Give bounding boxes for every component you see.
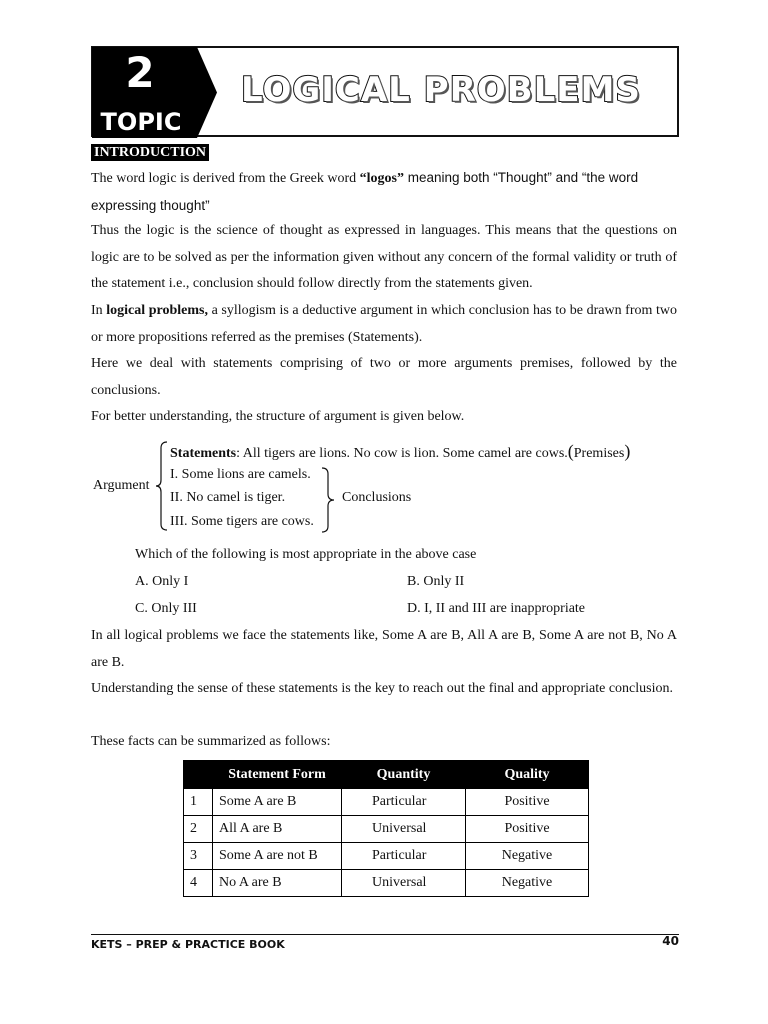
topic-header [91,46,679,137]
table-row [184,816,589,843]
row-quality: Negative [466,843,589,870]
p1-line2: expressing thought” [91,197,210,213]
p3-bold: logical problems, [106,303,208,318]
premises-label: Premises [573,446,625,461]
conclusions-brace [320,466,342,534]
option-b: B. Only II [407,574,465,589]
page-title: LOGICAL PROBLEMS [241,70,641,110]
table-header-quality: Quality [466,761,589,789]
row-statement-form: Some A are B [213,789,342,816]
conclusion-3: III. Some tigers are cows. [170,514,314,529]
table-row [184,789,589,816]
table-header-quantity: Quantity [342,761,466,789]
p3-rest: a syllogism is a deductive argument in which conclusion has to be drawn from two or more propositions referred as the premises (Statements). [91,303,677,345]
statements-label: Statements [170,446,237,461]
page-number: 40 [662,934,679,948]
section-heading-introduction: INTRODUCTION [91,144,209,161]
statements-line: Statements: All tigers are lions. No cow is lion. Some camel are cows.(Premises) [170,441,631,461]
table-row [184,870,589,897]
option-c: C. Only III [135,601,197,616]
row-index: 1 [184,789,213,816]
question-text: Which of the following is most appropriate in the above case [135,547,477,562]
paragraph-statement-types: In all logical problems we face the statements like, Some A are B, All A are B, Some A are not B, No A are B. [91,628,677,670]
p3-start: In [91,303,107,318]
option-d: D. I, II and III are inappropriate [407,601,586,616]
row-quantity: Universal [342,870,466,897]
table-row [184,843,589,870]
argument-label: Argument [93,478,150,493]
p1-cond: meaning both “Thought” and “the word [403,170,639,185]
row-quantity: Universal [342,816,466,843]
row-quantity: Particular [342,843,466,870]
footer-divider [91,934,679,935]
paragraph-summary: These facts can be summarized as follows: [91,734,331,749]
option-a: A. Only I [135,574,189,589]
statements-text: : All tigers are lions. No cow is lion. Some camel are cows. [236,446,568,461]
paragraph-syllogism [91,298,677,351]
topic-number: 2 [125,48,155,97]
row-statement-form: No A are B [213,870,342,897]
argument-brace [155,440,171,532]
row-quality: Negative [466,870,589,897]
p1-bold: “logos” [359,171,404,186]
row-statement-form: Some A are not B [213,843,342,870]
paragraph-statements: Here we deal with statements comprising of two or more arguments premises, followed by the conclusions. [91,356,677,398]
topic-badge [92,47,217,138]
row-quantity: Particular [342,789,466,816]
paragraph-structure: For better understanding, the structure of argument is given below. [91,409,465,424]
statement-form-table [183,760,589,897]
topic-label: TOPIC [100,108,182,136]
row-quality: Positive [466,816,589,843]
row-index: 3 [184,843,213,870]
row-quality: Positive [466,789,589,816]
row-index: 2 [184,816,213,843]
footer-book-title: KETS – PREP & PRACTICE BOOK [91,938,285,951]
paragraph-understanding: Understanding the sense of these statements is the key to reach out the final and appropriate conclusion. [91,681,673,696]
conclusion-1: I. Some lions are camels. [170,467,311,482]
conclusions-label: Conclusions [342,490,412,505]
table-header-row [184,761,589,789]
p1-text: The word logic is derived from the Greek word [91,171,360,186]
row-index: 4 [184,870,213,897]
table-header-index [184,761,213,789]
conclusion-2: II. No camel is tiger. [170,490,286,505]
paragraph-science: Thus the logic is the science of thought as expressed in languages. This means that the questions on logic are to be solved as per the information given without any concern of the formal validity or truth of the statement i.e., conclusion should follow directly from the statements given. [91,223,677,291]
paragraph-logos [91,165,677,220]
table-header-statement-form: Statement Form [213,761,342,789]
row-statement-form: All A are B [213,816,342,843]
